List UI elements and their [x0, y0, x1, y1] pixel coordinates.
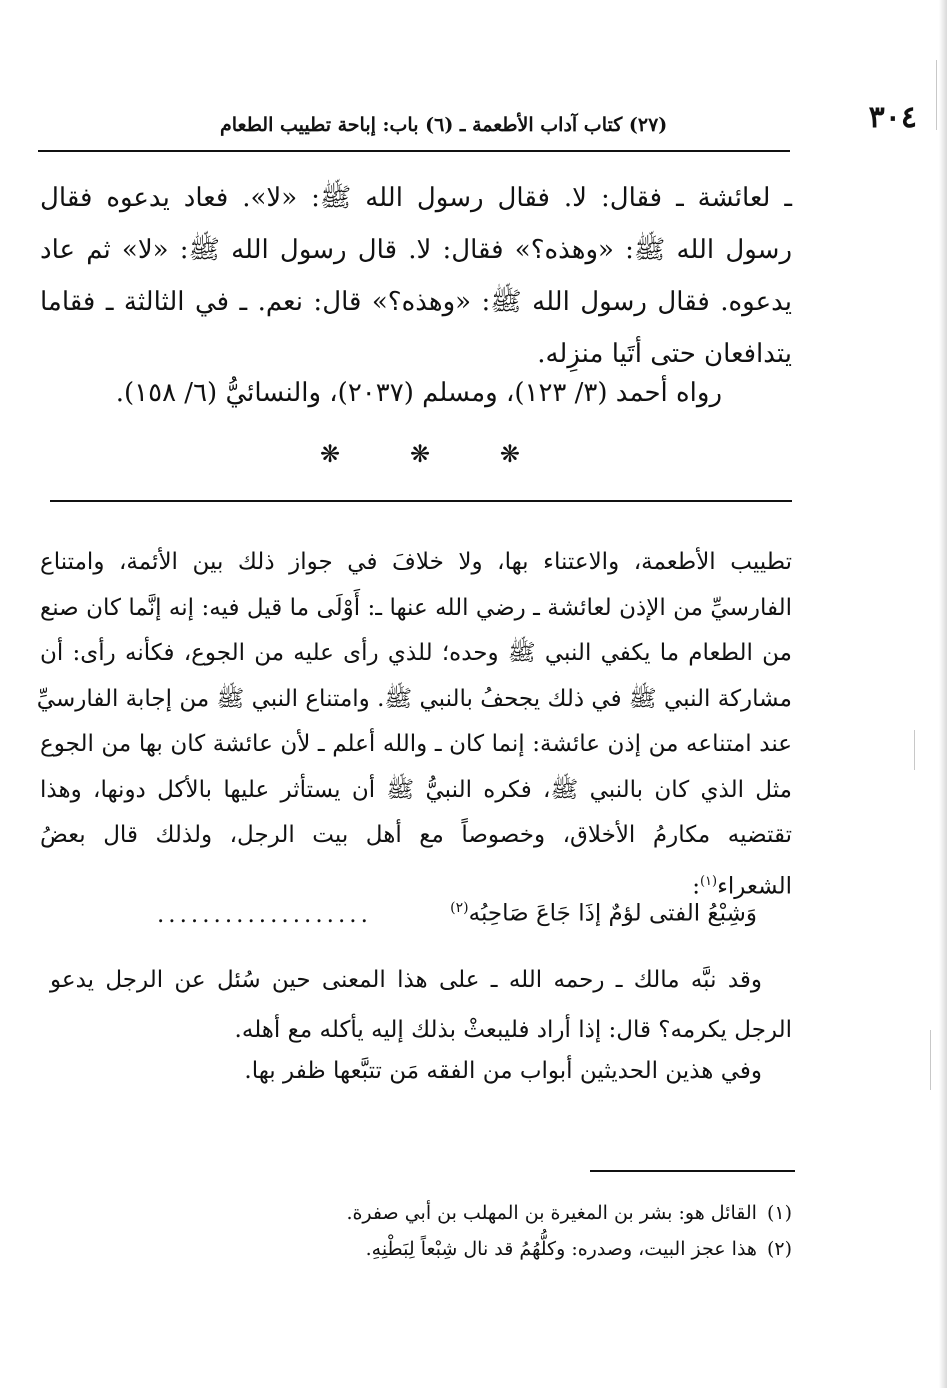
verse-text: وَشِبْعُ الفتى لؤمٌ إذَا جَاعَ صَاحِبُه — [468, 900, 757, 927]
commentary-closing-line: وفي هذين الحديثين أبواب من الفقه مَن تتبَّعها ظفر بها. — [244, 1058, 762, 1084]
footnote-ref: (٢) — [450, 900, 469, 916]
footnotes — [346, 1195, 792, 1267]
paragraph-line: وقد نبَّه مالك ـ رحمه الله ـ على هذا المعنى حين سُئل عن الرجل يدعو — [50, 967, 762, 993]
commentary-line: مثل الذي كان بالنبي ﷺ، فكره النبيُّ ﷺ أن يستأثر عليها بالأكل دونها، وهذا — [40, 776, 792, 803]
hadith-takhrij: رواه أحمد (٣/ ١٢٣)، ومسلم (٢٠٣٧)، والنسائيُّ (٦/ ١٥٨). — [115, 378, 722, 408]
commentary-line-text: الشعراء — [717, 873, 792, 900]
commentary-line: الفارسيِّ من الإذن لعائشة ـ رضي الله عنها ـ: أَوْلَى ما قيل فيه: إنه إنَّما كان صنع — [40, 594, 792, 621]
hadith-line: يتدافعان حتى أتَيا منزِله. — [537, 339, 792, 369]
paragraph-line: الرجل يكرمه؟ قال: إذا أراد فليبعثْ بذلك إليه يأكله مع أهله. — [234, 1017, 792, 1043]
commentary-text — [36, 540, 792, 910]
footnote-number: (١) — [766, 1202, 792, 1224]
commentary-line: تقتضيه مكارمُ الأخلاق، وخصوصاً مع أهل بيت الرجل، ولذلك قال بعضُ — [40, 822, 792, 848]
colon: : — [692, 873, 700, 900]
verse-hemistich — [450, 900, 757, 927]
scan-speck — [914, 730, 915, 770]
scan-speck — [930, 1030, 931, 1090]
verse-omission-dots: ................... — [157, 902, 372, 928]
page-header — [40, 100, 917, 148]
star-ornament: ❋ — [409, 440, 431, 468]
section-separator — [320, 440, 520, 468]
page-number: ٣٠٤ — [868, 100, 917, 135]
hadith-text — [40, 172, 792, 380]
hadith-line: رسول الله ﷺ: «وهذه؟» فقال: لا. قال رسول الله ﷺ: «لا» ثم عاد — [40, 235, 792, 265]
footnote-number: (٢) — [766, 1238, 792, 1260]
running-title: (٢٧) كتاب آداب الأطعمة ـ (٦) باب: إباحة تطييب الطعام — [220, 114, 668, 136]
scan-speck — [936, 60, 937, 130]
section-rule — [50, 500, 792, 502]
footnote-rule — [590, 1170, 795, 1172]
star-ornament: ❋ — [499, 440, 520, 468]
scan-edge-shadow — [939, 0, 947, 1388]
footnote — [346, 1231, 792, 1267]
footnote-ref: (١) — [699, 873, 718, 889]
header-rule — [38, 150, 790, 152]
hadith-line: يدعوه. فقال رسول الله ﷺ: «وهذه؟» قال: نعم. ـ في الثالثة ـ فقاما — [40, 287, 792, 317]
commentary-line: عند امتناعه من إذن عائشة: إنما كان ـ والله أعلم ـ لأن عائشة كان بها من الجوع — [40, 731, 792, 757]
commentary-line: من الطعام ما يكفي النبي ﷺ وحده؛ للذي رأى عليه من الجوع، فكأنه رأى: أن — [40, 640, 792, 666]
commentary-paragraph — [50, 955, 792, 1055]
hadith-line: ـ لعائشة ـ فقال: لا. فقال رسول الله ﷺ: «لا». فعاد يدعوه فقال — [40, 183, 792, 213]
star-ornament: ❋ — [320, 440, 341, 468]
commentary-line: تطييب الأطعمة، والاعتناء بها، ولا خلافَ في جواز ذلك بين الأئمة، وامتناع — [40, 549, 792, 575]
commentary-line: مشاركة النبي ﷺ في ذلك يجحفُ بالنبي ﷺ. وامتناع النبي ﷺ من إجابة الفارسيِّ — [36, 685, 792, 712]
footnote-text: القائل هو: بشر بن المغيرة بن المهلب بن أبي صفرة. — [346, 1202, 757, 1224]
footnote — [346, 1195, 792, 1231]
footnote-text: هذا عجز البيت، وصدره: وكلُّهُمُ قد نال شِبْعاً لِبَطْنِهِ. — [365, 1238, 757, 1260]
